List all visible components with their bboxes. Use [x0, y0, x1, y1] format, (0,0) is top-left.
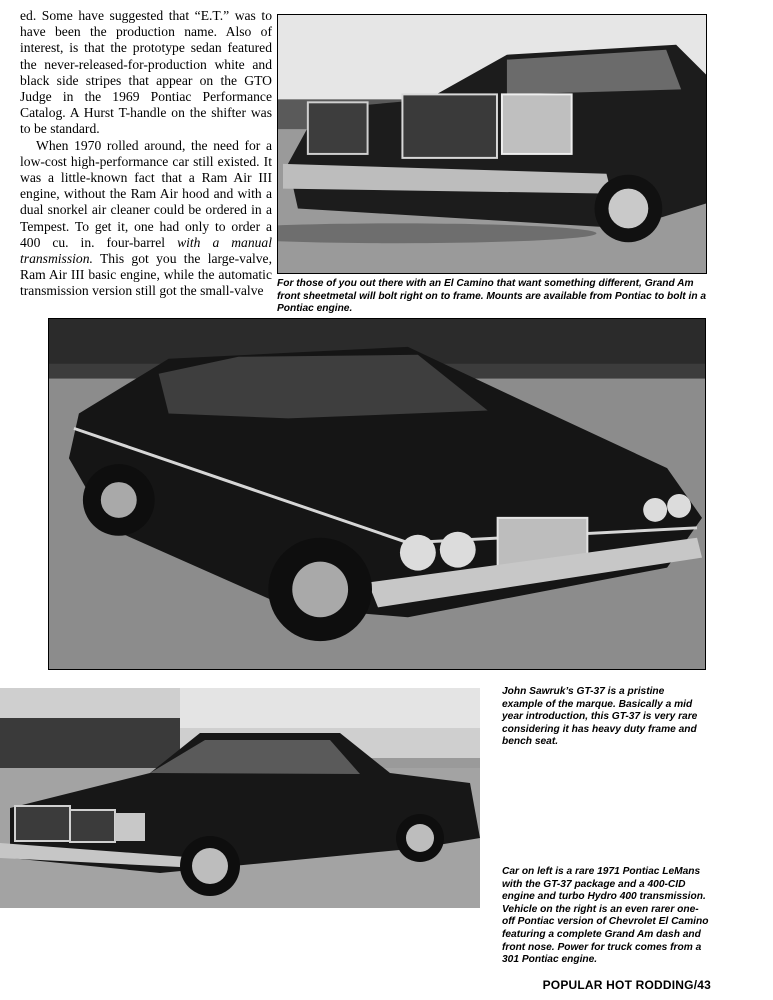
caption-middle: John Sawruk’s GT-37 is a pristine example of the marque. Basically a mid year introduction, this GT-37 is very rare considering it has heavy duty frame and bench seat. — [502, 686, 698, 748]
article-paragraph-1: ed. Some have suggested that “E.T.” was to have been the production name. Also of interest, is that the prototype sedan featured the never-released-for-production white and black side stripes that appear on the GTO Judge in the 1969 Pontiac Performance Catalog. A Hurst T-handle on the shifter was to be standard. — [20, 8, 272, 137]
caption-top: For those of you out there with an El Camino that want something different, Grand Am front sheetmetal will bolt right on to frame. Mounts are available from Pontiac to bolt in a Pontiac engine. — [277, 278, 707, 315]
article-body — [20, 8, 272, 300]
caption-bottom: Car on left is a rare 1971 Pontiac LeMans with the GT-37 package and a 400-CID engine and turbo Hydro 400 transmission. Vehicle on the right is an even rarer one-off Pontiac version of Chevrolet El Camino featuring a complete Grand Am dash and front nose. Power for truck comes from a 301 Pontiac engine. — [502, 866, 709, 966]
article-paragraph-2 — [20, 138, 272, 300]
gt37-image — [49, 319, 705, 669]
el-camino-image — [0, 688, 480, 908]
paragraph-2-text-a: When 1970 rolled around, the need for a low-cost high-performance car still existed. It was a little-known fact that a Ram Air III engine, without the Ram Air hood and with a dual snorkel air cleaner could be ordered in a Tempest. To get it, one had only to order a 400 cu. in. four-barrel — [20, 137, 272, 250]
photo-grand-am-front — [277, 14, 707, 274]
photo-gt37 — [48, 318, 706, 670]
paragraph-2-text-b: This got you the large-valve, Ram Air III basic engine, while the automatic transmission version still got the small-valve — [20, 251, 272, 299]
photo-el-camino — [0, 688, 480, 908]
grand-am-front-image — [278, 15, 706, 273]
paragraph-2-emphasis: with a manual transmission. — [20, 234, 272, 267]
page-footer: POPULAR HOT RODDING/43 — [542, 978, 711, 992]
